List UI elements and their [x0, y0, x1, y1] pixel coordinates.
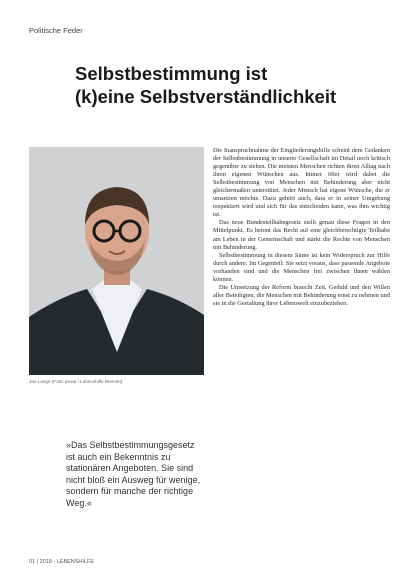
article-body [213, 147, 390, 537]
portrait-photo [29, 147, 204, 375]
page-footer: 01 | 2018 · LEBENSHILFE [29, 559, 95, 565]
article-headline [75, 62, 395, 108]
photo-caption: Jan Lange (Foto: privat / Lebenshilfe Bremen) [29, 379, 123, 384]
section-label: Politische Feder [29, 26, 83, 35]
portrait-illustration [29, 147, 204, 375]
paragraph: Das neue Bundesteilhabegesetz stellt genau diese Fragen in den Mittelpunkt. Es betont das Recht auf eine gleichberechtigte Teilhabe am Leben in der Gemeinschaft und stärkt die Rechte von Menschen mit Behinderung. [213, 219, 390, 251]
headline-line-2: (k)eine Selbstverständlichkeit [75, 86, 337, 107]
paragraph: Die Inanspruchnahme der Eingliederungshilfe scheint dem Gedanken der Selbstbestimmung in unserer Gesellschaft im Detail noch kritisch gegenüber zu stehen. Die meisten Menschen richten ihren Alltag nach ihren eigenen Wünschen aus. Immer öfter wird dabei die Selbstbestimmung von Menschen mit Behinderung aber nicht gleichermaßen unterstützt. Jeder Mensch hat eigene Wünsche, die er umsetzen möchte. Dazu gehört auch, dass er in seiner Umgebung respektiert wird und sich für das entscheiden kann, was ihm wichtig ist. [213, 147, 390, 219]
headline-line-1: Selbstbestimmung ist [75, 63, 268, 84]
paragraph: Die Umsetzung der Reform braucht Zeit, Geduld und den Willen aller Beteiligten, die Menschen mit Behinderung ernst zu nehmen und sie in die Gestaltung ihrer Lebenswelt einzubeziehen. [213, 283, 390, 307]
paragraph: Selbstbestimmung in diesem Sinne ist kein Widerspruch zur Hilfe durch andere. Im Gegenteil: Sie setzt voraus, dass passende Angebote vorhanden sind und die Menschen frei zwischen ihnen wählen können. [213, 251, 390, 283]
pull-quote: »Das Selbstbestimmungsgesetz ist auch ein Bekenntnis zu stationären Angeboten. Sie sind nicht bloß ein Ausweg für wenige, sondern für manche der richtige Weg.« [66, 440, 201, 508]
